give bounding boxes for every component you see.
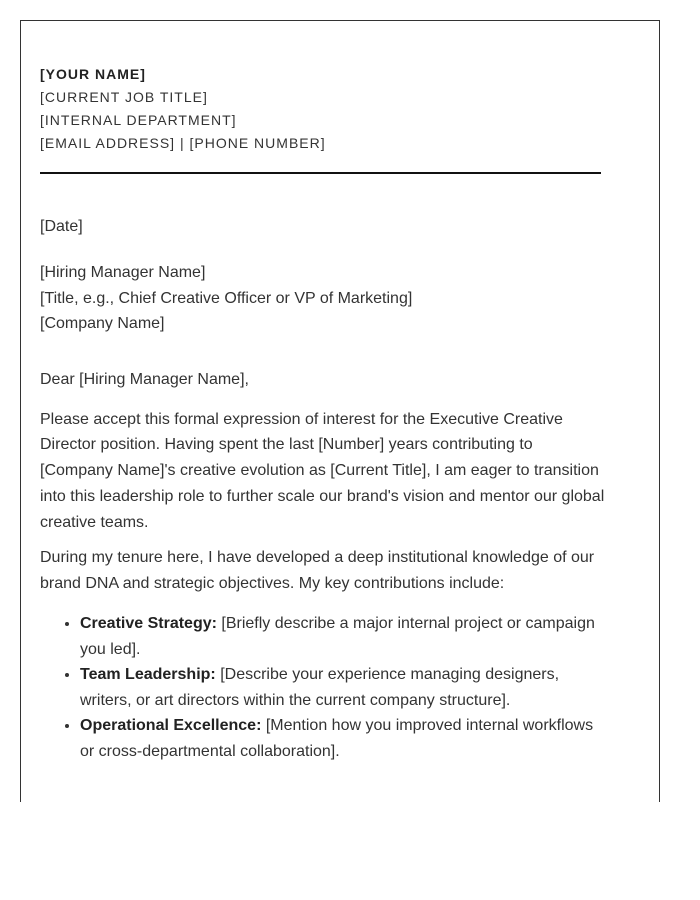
list-item [80, 611, 610, 662]
contribution-text: [Mention how you improved internal workflows or cross-departmental collaboration]. [80, 717, 594, 760]
applicant-job-title: [CURRENT JOB TITLE] [40, 89, 208, 105]
salutation: Dear [Hiring Manager Name], [40, 370, 249, 388]
letter-header [40, 63, 602, 155]
contribution-title: Creative Strategy: [80, 615, 217, 633]
contribution-text: [Briefly describe a major internal project or campaign you led]. [80, 615, 595, 658]
contributions-list [40, 611, 610, 764]
recipient-title: [Title, e.g., Chief Creative Officer or VP of Marketing] [40, 289, 413, 307]
contribution-title: Operational Excellence: [80, 717, 262, 735]
applicant-name: [YOUR NAME] [40, 66, 146, 82]
contribution-title: Team Leadership: [80, 666, 216, 684]
applicant-department: [INTERNAL DEPARTMENT] [40, 112, 237, 128]
header-divider [40, 172, 601, 174]
letter-body [40, 214, 610, 764]
recipient-block [40, 260, 610, 337]
paragraph-tenure: During my tenure here, I have developed a deep institutional knowledge of our brand DNA and strategic objectives. My key contributions include: [40, 549, 595, 593]
applicant-contact: [EMAIL ADDRESS] | [PHONE NUMBER] [40, 135, 326, 151]
letter-date: [Date] [40, 218, 83, 235]
list-item [80, 662, 610, 713]
list-item [80, 713, 610, 764]
recipient-name: [Hiring Manager Name] [40, 264, 206, 281]
contribution-text: [Describe your experience managing designers, writers, or art directors within the current company structure]. [80, 666, 560, 709]
recipient-company: [Company Name] [40, 315, 165, 332]
paragraph-intro: Please accept this formal expression of interest for the Executive Creative Director position. Having spent the last [Number] years contributing to [Company Name]'s creative evolution as [Current Title], I am eager to transition into this leadership role to further scale our brand's vision and mentor our global creative teams. [40, 410, 605, 531]
